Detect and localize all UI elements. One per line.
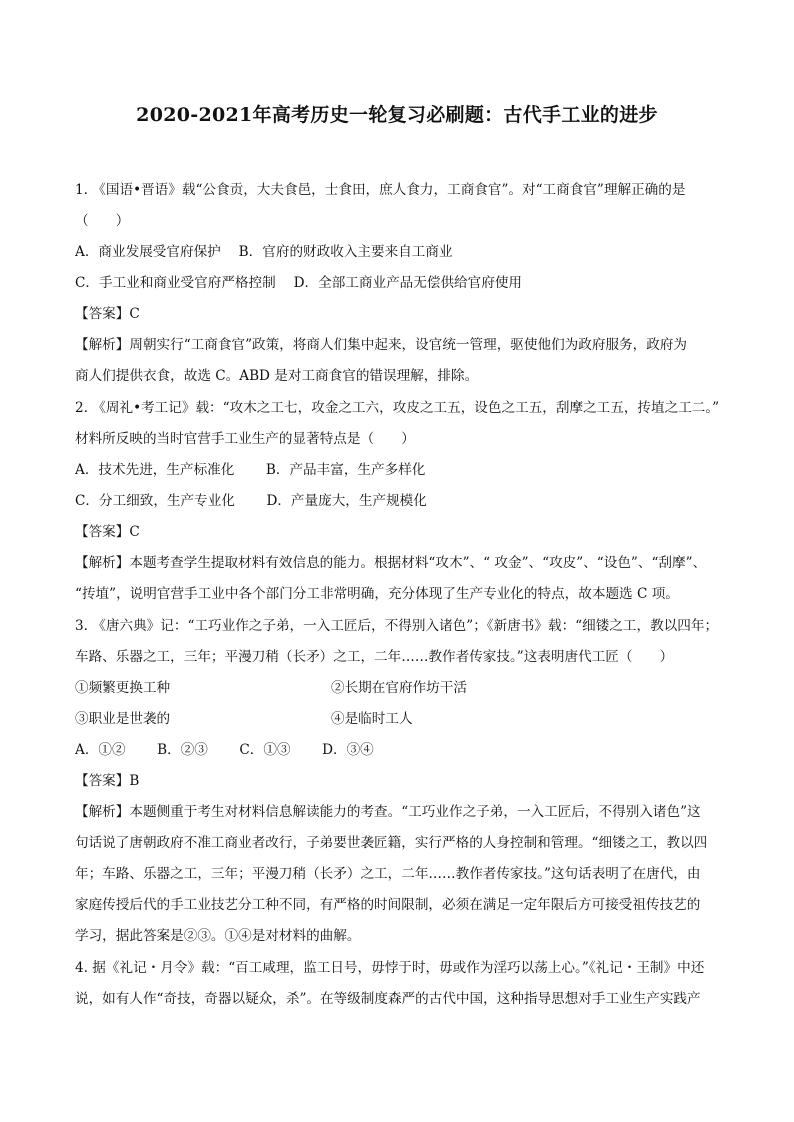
question-3-analysis-line-1: 【解析】本题侧重于考生对材料信息解读能力的考查。“工巧业作之子弟，一入工匠后，不得别入诸色”这 (75, 804, 701, 820)
question-3-stem-line-2: 车路、乐器之工，三年；平漫刀稍（长矛）之工，二年……教作者传家技。”这表明唐代工匠（ ） (75, 649, 674, 665)
question-3-items-row-1 (75, 676, 467, 696)
question-3-analysis-line-4: 家庭传授后代的手工业技艺分工种不同，有严格的时间限制，必须在满足一定年限后方可接受祖传技艺的 (75, 897, 701, 913)
question-2-answer: 【答案】C (75, 524, 140, 540)
question-1-stem-line-2: （ ） (75, 213, 130, 229)
question-1-options-line-1: A．商业发展受官府保护 B．官府的财政收入主要来自工商业 (75, 244, 453, 260)
question-1-analysis-line-1: 【解析】周朝实行“工商食官”政策，将商人们集中起来，设官统一管理，驱使他们为政府服务，政府为 (75, 337, 688, 353)
question-3-stem-line-1: 3. 《唐六典》记：“工巧业作之子弟，一入工匠后，不得别入诸色”；《新唐书》载：“细镂之工，教以四年； (75, 618, 719, 634)
question-4-stem-line-1: 4. 据《礼记・月令》载：“百工咸理，监工日号，毋悖于时，毋或作为淫巧以荡上心。”《礼记・王制》中还 (75, 960, 705, 976)
question-3-options-line-1: A．①② B．②③ C．①③ D．③④ (75, 742, 374, 758)
question-2-stem-line-2: 材料所反映的当时官营手工业生产的显著特点是（ ） (75, 431, 415, 447)
question-2-options-line-1: A．技术先进，生产标准化 B．产品丰富，生产多样化 (75, 462, 426, 478)
question-1-stem-line-1: 1. 《国语•晋语》载“公食贡，大夫食邑，士食田，庶人食力，工商食官”。对“工商食官”理解正确的是 (75, 182, 686, 198)
question-3-analysis-line-2: 句话说了唐朝政府不准工商业者改行，子弟要世袭匠籍，实行严格的人身控制和管理。“细镂之工，教以四 (75, 835, 708, 851)
question-2-analysis-line-2: “抟埴”，说明官营手工业中各个部门分工非常明确，充分体现了生产专业化的特点，故本题选 C 项。 (75, 586, 679, 602)
page-title: 2020-2021年高考历史一轮复习必刷题：古代手工业的进步 (136, 104, 658, 126)
question-2-options-line-2: C．分工细致，生产专业化 D．产量庞大，生产规模化 (75, 493, 427, 509)
question-1-options-line-2: C．手工业和商业受官府严格控制 D．全部工商业产品无偿供给官府使用 (75, 275, 523, 291)
question-3-item-2: ②长期在官府作坊干活 (331, 680, 467, 696)
question-3-analysis-line-3: 年；车路、乐器之工，三年；平漫刀稍（长矛）之工，二年……教作者传家技。”这句话表明了在唐代，由 (75, 866, 701, 882)
question-3-answer: 【答案】B (75, 773, 140, 789)
question-3-item-4: ④是临时工人 (331, 711, 413, 727)
question-3-items-row-2 (75, 707, 413, 727)
question-3-item-3: ③职业是世袭的 (75, 711, 171, 727)
question-2-analysis-line-1: 【解析】本题考查学生提取材料有效信息的能力。根据材料“攻木”、“ 攻金”、“攻皮”、“设色”、“刮摩”、 (75, 555, 707, 571)
question-1-analysis-line-2: 商人们提供衣食，故选 C。ABD 是对工商食官的错误理解，排除。 (75, 368, 479, 384)
question-4-stem-line-2: 说，如有人作“奇技，奇器以疑众，杀”。在等级制度森严的古代中国，这种指导思想对手工业生产实践产 (75, 991, 701, 1007)
question-1-answer: 【答案】C (75, 306, 140, 322)
question-3-analysis-line-5: 学习，据此答案是②③。①④是对材料的曲解。 (75, 928, 361, 944)
question-2-stem-line-1: 2. 《周礼•考工记》载：“攻木之工七，攻金之工六，攻皮之工五，设色之工五，刮摩之工五，抟埴之工二。” (75, 400, 720, 416)
question-3-item-1: ①频繁更换工种 (75, 680, 171, 696)
